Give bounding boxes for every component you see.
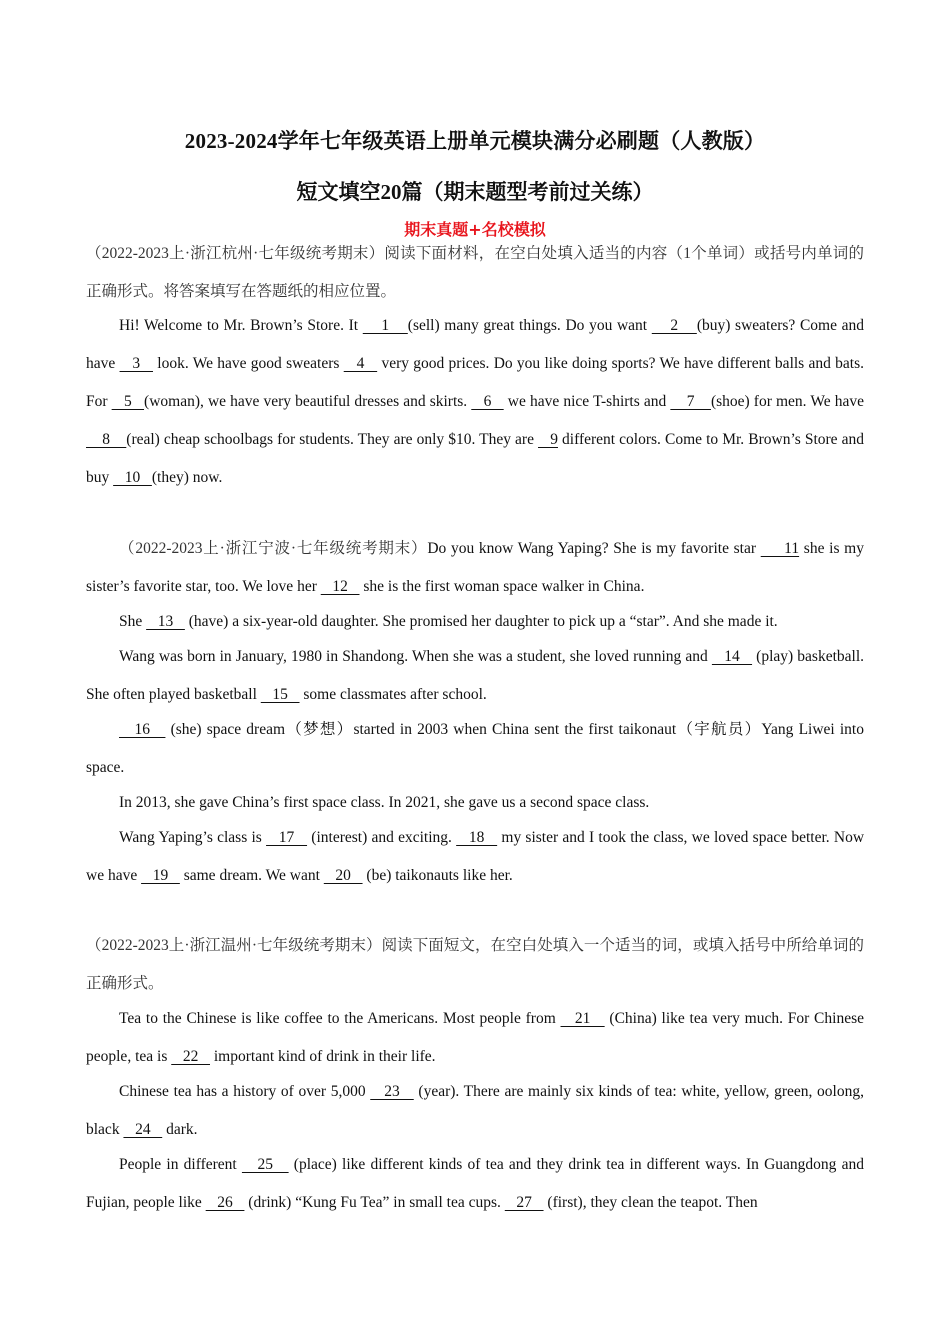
answer-blank: 2 [651, 317, 697, 334]
passage-text: (China) like tea very much. For Chinese people, tea is [86, 1010, 864, 1065]
answer-blank: 5 [111, 393, 145, 410]
answer-blank: 16 [119, 721, 166, 738]
passage-text: (woman), we have very beautiful dresses and skirts. [144, 393, 472, 410]
answer-blank: 13 [146, 613, 185, 630]
passage2-paragraph [86, 819, 864, 895]
passage-text: Wang was born in January, 1980 in Shandong. When she was a student, she loved running and [119, 648, 712, 665]
answer-blank: 14 [711, 648, 753, 665]
passage3-paragraph [86, 1073, 864, 1149]
passage-text: she is my sister’s favorite star, too. We love her [86, 540, 864, 595]
answer-blank: 1 [362, 317, 408, 334]
source-label: （2022-2023上·浙江宁波·七年级统考期末） [119, 540, 428, 557]
answer-blank: 9 [538, 431, 558, 448]
passage-text: same dream. We want [179, 867, 324, 884]
passage-text: my sister and I took the class, we loved space better. Now we have [86, 829, 865, 884]
answer-blank: 22 [171, 1048, 210, 1065]
passage-text: (shoe) for men. We have [710, 393, 865, 410]
passage-text: (buy) sweaters? Come and have [86, 317, 865, 372]
passage-text: She [119, 613, 147, 630]
passage-text: different colors. Come to Mr. Brown’s Store and buy [86, 431, 865, 486]
answer-blank: 12 [320, 578, 360, 595]
answer-blank: 18 [456, 829, 498, 846]
answer-blank: 17 [266, 829, 308, 846]
passage-text: dark. [162, 1121, 198, 1138]
passage-text: Hi! Welcome to Mr. Brown’s Store. It [119, 317, 363, 334]
passage-text: important kind of drink in their life. [209, 1048, 436, 1065]
passage-text: (play) basketball. She often played basketball [86, 648, 865, 703]
passage2-paragraph [86, 711, 864, 787]
answer-blank: 21 [560, 1010, 605, 1027]
passage-text: (real) cheap schoolbags for students. They are only $10. They are [126, 431, 539, 448]
answer-blank: 3 [119, 355, 153, 372]
passage-text: (sell) many great things. Do you want [407, 317, 652, 334]
passage-text: (drink) “Kung Fu Tea” in small tea cups. [244, 1194, 505, 1211]
answer-blank: 10 [113, 469, 152, 486]
passage-text: she is the first woman space walker in China. [359, 578, 645, 595]
answer-blank: 7 [670, 393, 711, 410]
passage-text: (be) taikonauts like her. [362, 867, 513, 884]
answer-blank: 23 [370, 1083, 414, 1100]
passage-text: (place) like different kinds of tea and they drink tea in different ways. In Guangdong and Fujian, people like [86, 1156, 865, 1211]
document-subtitle: 短文填空20篇（期末题型考前过关练） [296, 180, 654, 204]
passage-text: some classmates after school. [299, 686, 487, 703]
answer-blank: 27 [504, 1194, 544, 1211]
answer-blank: 26 [205, 1194, 245, 1211]
passage2-paragraph [86, 638, 864, 714]
passage-text: very good prices. Do you like doing sports? We have different balls and bats. For [86, 355, 864, 410]
answer-blank: 24 [123, 1121, 163, 1138]
passage2-paragraph [86, 530, 864, 606]
passage3-paragraph [86, 1146, 864, 1222]
answer-blank: 20 [323, 867, 363, 884]
passage-text: Tea to the Chinese is like coffee to the Americans. Most people from [119, 1010, 561, 1027]
answer-blank: 11 [760, 540, 800, 557]
passage2-paragraph [86, 784, 864, 822]
passage-text: (year). There are mainly six kinds of tea: white, yellow, green, oolong, black [86, 1083, 864, 1138]
passage-text: Do you know Wang Yaping? She is my favorite star [427, 540, 761, 557]
passage-text: look. We have good sweaters [152, 355, 344, 372]
passage-text: (she) space dream（梦想）started in 2003 when China sent the first taikonaut（宇航员）Yang Liwei into space. [86, 721, 864, 776]
passage-text: (they) now. [151, 469, 223, 486]
passage-text: we have nice T-shirts and [503, 393, 671, 410]
document-title: 2023-2024学年七年级英语上册单元模块满分必刷题（人教版） [184, 129, 766, 153]
answer-blank: 8 [86, 431, 127, 448]
passage-text: In 2013, she gave China’s first space class. In 2021, she gave us a second space class. [119, 794, 650, 811]
passage1-body [86, 307, 864, 497]
passage-text: (interest) and exciting. [307, 829, 457, 846]
passage3-instruction: （2022-2023上·浙江温州·七年级统考期末）阅读下面短文，在空白处填入一个适当的词，或填入括号中所给单词的正确形式。 [86, 937, 864, 992]
passage1-instruction: （2022-2023上·浙江杭州·七年级统考期末）阅读下面材料，在空白处填入适当的内容（1个单词）或括号内单词的正确形式。将答案填写在答题纸的相应位置。 [86, 245, 864, 300]
answer-blank: 15 [260, 686, 300, 703]
passage-text: (have) a six-year-old daughter. She promised her daughter to pick up a “star”. And she made it. [184, 613, 778, 630]
answer-blank: 4 [343, 355, 378, 372]
passage-text: (first), they clean the teapot. Then [543, 1194, 758, 1211]
passage2-paragraph [86, 603, 864, 641]
answer-blank: 25 [241, 1156, 289, 1173]
answer-blank: 19 [141, 867, 180, 884]
passage-text: Chinese tea has a history of over 5,000 [119, 1083, 371, 1100]
passage-text: People in different [119, 1156, 242, 1173]
passage-text: Wang Yaping’s class is [119, 829, 267, 846]
passage3-paragraph [86, 1000, 864, 1076]
section-tag: 期末真题+名校模拟 [404, 220, 546, 239]
answer-blank: 6 [471, 393, 504, 410]
